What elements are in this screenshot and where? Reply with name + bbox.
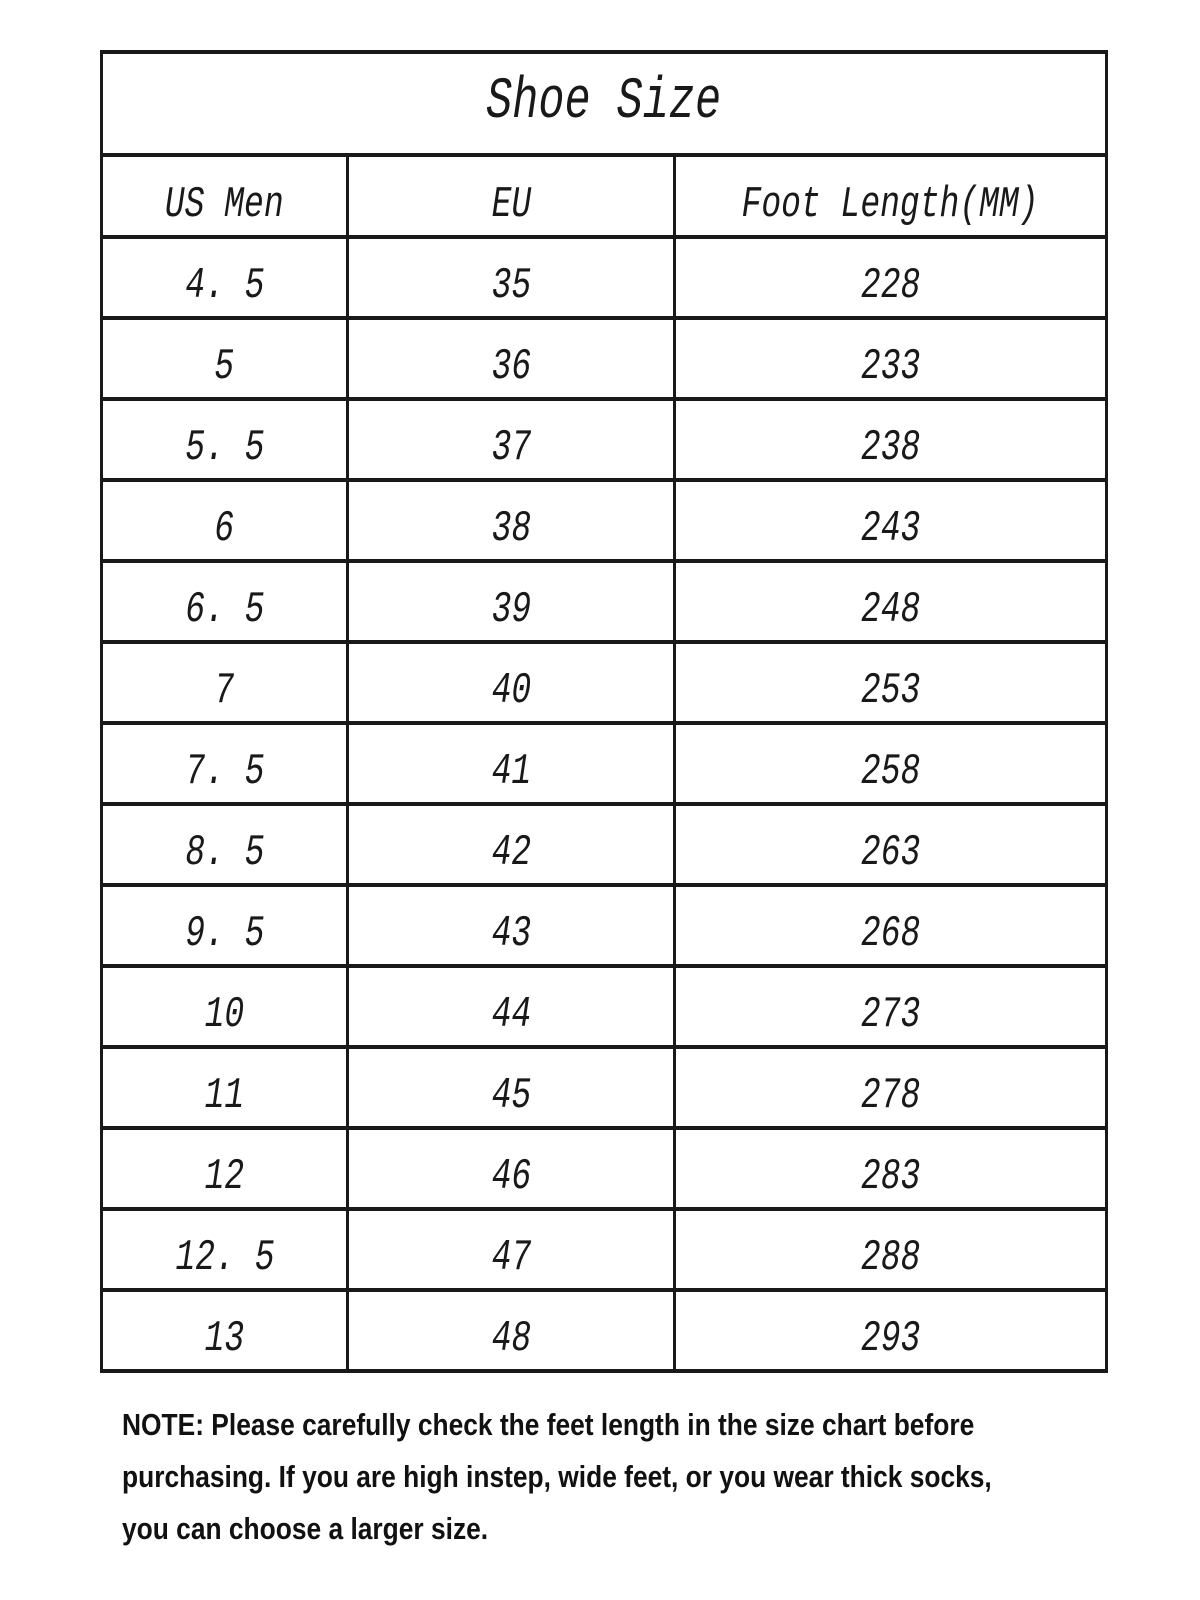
- cell-us-men: 12. 5: [102, 1209, 348, 1290]
- column-header-eu: EU: [348, 155, 675, 237]
- title-row: [102, 52, 1107, 155]
- table-row: [102, 642, 1107, 723]
- cell-eu: 40: [348, 642, 675, 723]
- cell-foot-length: 268: [674, 885, 1106, 966]
- cell-foot-length: 238: [674, 399, 1106, 480]
- column-header-us-men: US Men: [102, 155, 348, 237]
- cell-eu: 36: [348, 318, 675, 399]
- cell-foot-length: 233: [674, 318, 1106, 399]
- note-line-1: NOTE: Please carefully check the feet length in the size chart before: [122, 1407, 975, 1442]
- table-row: [102, 237, 1107, 318]
- cell-eu: 44: [348, 966, 675, 1047]
- cell-us-men: 4. 5: [102, 237, 348, 318]
- cell-foot-length: 278: [674, 1047, 1106, 1128]
- table-row: [102, 1209, 1107, 1290]
- cell-eu: 38: [348, 480, 675, 561]
- table-row: [102, 723, 1107, 804]
- table-row: [102, 1128, 1107, 1209]
- cell-foot-length: 288: [674, 1209, 1106, 1290]
- shoe-size-table: [100, 50, 1108, 1373]
- cell-us-men: 6: [102, 480, 348, 561]
- table-row: [102, 804, 1107, 885]
- cell-us-men: 12: [102, 1128, 348, 1209]
- cell-foot-length: 243: [674, 480, 1106, 561]
- cell-foot-length: 228: [674, 237, 1106, 318]
- cell-eu: 43: [348, 885, 675, 966]
- header-row: [102, 155, 1107, 237]
- column-header-foot-length: Foot Length(MM): [674, 155, 1106, 237]
- cell-eu: 48: [348, 1290, 675, 1371]
- cell-us-men: 5: [102, 318, 348, 399]
- cell-foot-length: 248: [674, 561, 1106, 642]
- cell-us-men: 8. 5: [102, 804, 348, 885]
- cell-eu: 41: [348, 723, 675, 804]
- cell-eu: 35: [348, 237, 675, 318]
- cell-eu: 45: [348, 1047, 675, 1128]
- cell-us-men: 10: [102, 966, 348, 1047]
- table-title-cell: [102, 52, 1107, 155]
- table-row: [102, 885, 1107, 966]
- cell-us-men: 6. 5: [102, 561, 348, 642]
- table-row: [102, 966, 1107, 1047]
- cell-eu: 46: [348, 1128, 675, 1209]
- note-line-2: purchasing. If you are high instep, wide feet, or you wear thick socks,: [122, 1459, 992, 1494]
- cell-us-men: 7. 5: [102, 723, 348, 804]
- cell-foot-length: 273: [674, 966, 1106, 1047]
- table-row: [102, 1290, 1107, 1371]
- cell-us-men: 7: [102, 642, 348, 723]
- table-row: [102, 480, 1107, 561]
- table-title: Shoe Size: [486, 70, 722, 136]
- cell-eu: 39: [348, 561, 675, 642]
- cell-us-men: 13: [102, 1290, 348, 1371]
- cell-eu: 37: [348, 399, 675, 480]
- cell-us-men: 11: [102, 1047, 348, 1128]
- cell-foot-length: 258: [674, 723, 1106, 804]
- cell-foot-length: 253: [674, 642, 1106, 723]
- cell-eu: 42: [348, 804, 675, 885]
- table-row: [102, 1047, 1107, 1128]
- table-row: [102, 318, 1107, 399]
- cell-us-men: 5. 5: [102, 399, 348, 480]
- cell-eu: 47: [348, 1209, 675, 1290]
- cell-foot-length: 263: [674, 804, 1106, 885]
- table-row: [102, 399, 1107, 480]
- cell-foot-length: 283: [674, 1128, 1106, 1209]
- cell-us-men: 9. 5: [102, 885, 348, 966]
- table-row: [102, 561, 1107, 642]
- note-line-3: you can choose a larger size.: [122, 1511, 489, 1546]
- note: [122, 1399, 1192, 1555]
- cell-foot-length: 293: [674, 1290, 1106, 1371]
